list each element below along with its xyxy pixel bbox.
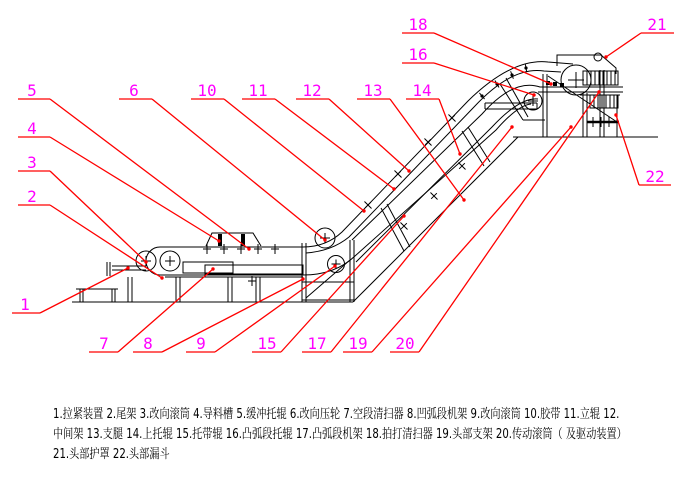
part-number-19: 19 <box>348 334 368 353</box>
part-number-11: 11 <box>248 81 268 100</box>
callout-17 <box>302 125 514 353</box>
callout-6 <box>119 81 327 242</box>
part-number-9: 9 <box>196 334 206 353</box>
caption-line-1: 1.拉紧装置 2.尾架 3.改向滚筒 4.导料槽 5.缓冲托辊 6.改向压轮 7.空段清扫器 8.凹弧段机架 9.改向滚筒 10.胶带 11.立辊 12. <box>53 407 620 422</box>
part-number-13: 13 <box>363 81 383 100</box>
part-number-3: 3 <box>27 153 37 172</box>
callout-3 <box>18 153 148 264</box>
part-number-4: 4 <box>27 119 37 138</box>
head-assembly <box>485 53 620 137</box>
part-number-7: 7 <box>99 334 109 353</box>
part-number-22: 22 <box>645 167 665 186</box>
part-number-17: 17 <box>307 334 327 353</box>
part-number-14: 14 <box>412 81 432 100</box>
caption-line-2: 中间架 13.支腿 14.上托辊 15.托带辊 16.凸弧段托辊 17.凸弧段机架 18.拍打清扫器 19.头部支架 20.传动滚筒（ 及驱动装置） <box>53 427 627 442</box>
callout-21 <box>604 15 674 59</box>
part-number-20: 20 <box>395 334 415 353</box>
callout-14 <box>406 81 462 156</box>
part-number-8: 8 <box>143 334 153 353</box>
callout-8 <box>133 277 305 353</box>
part-number-16: 16 <box>408 45 428 64</box>
callout-19 <box>343 125 573 353</box>
callout-4 <box>18 119 221 243</box>
part-number-21: 21 <box>647 15 667 34</box>
part-number-12: 12 <box>302 81 322 100</box>
caption-line-3: 21.头部护罩 22.头部漏斗 <box>53 447 170 462</box>
part-number-15: 15 <box>257 334 277 353</box>
parts-list-caption <box>53 405 627 465</box>
part-number-2: 2 <box>27 187 37 206</box>
tail-assembly <box>76 233 303 302</box>
part-number-10: 10 <box>197 81 217 100</box>
part-number-6: 6 <box>129 81 139 100</box>
callout-5 <box>18 81 251 251</box>
part-number-18: 18 <box>408 15 428 34</box>
part-number-5: 5 <box>27 81 37 100</box>
part-number-1: 1 <box>20 295 30 314</box>
callout-22 <box>614 113 671 186</box>
